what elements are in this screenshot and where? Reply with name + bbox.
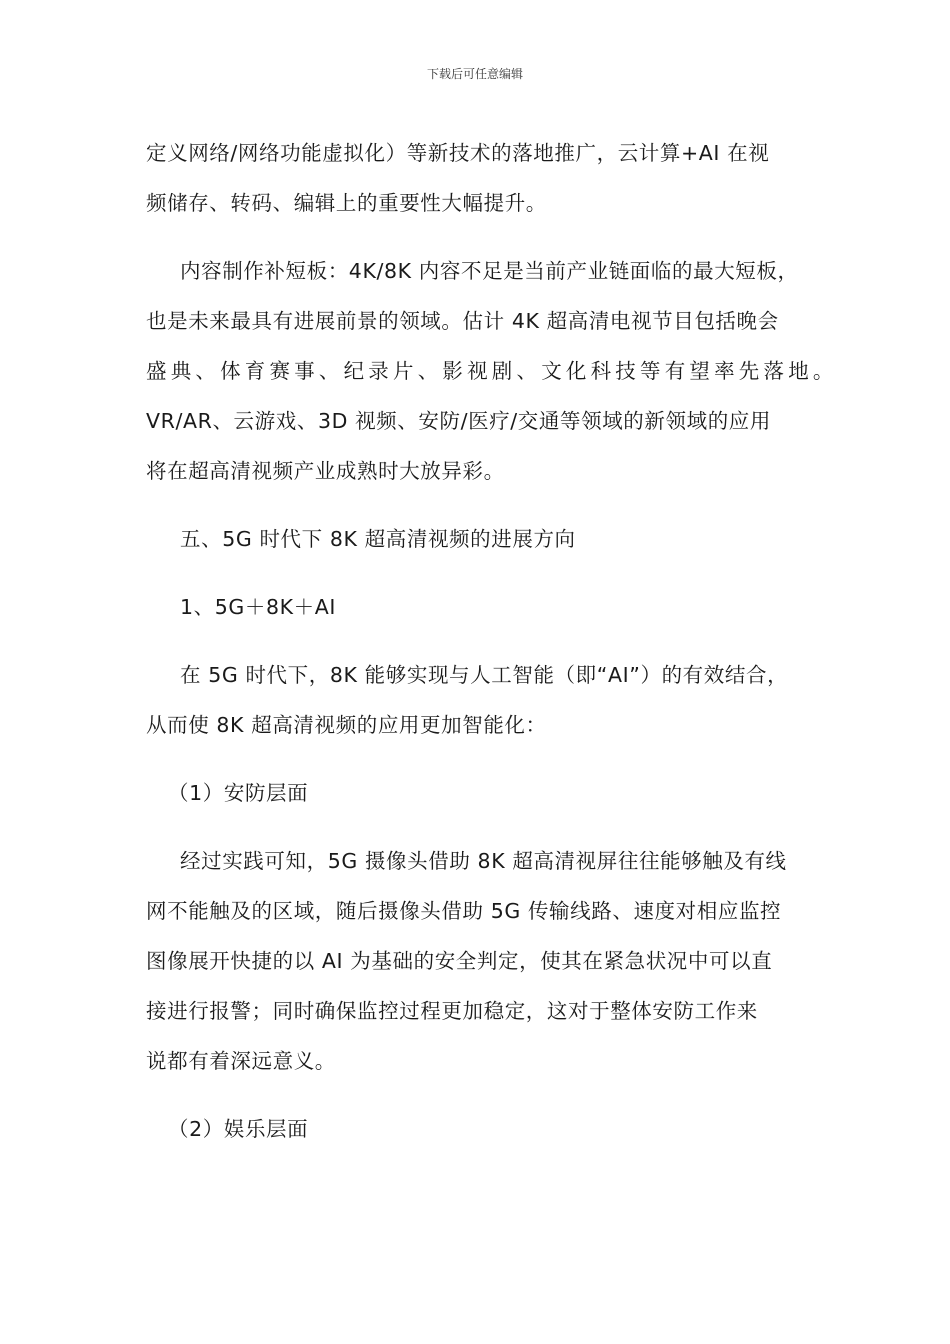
paragraph-1: [146, 128, 816, 228]
text-line: （2）娱乐层面: [168, 1117, 309, 1141]
text-line: 从而使 8K 超高清视频的应用更加智能化：: [146, 713, 547, 737]
item-heading-entertainment: [146, 1104, 816, 1154]
section-heading: [146, 514, 816, 564]
paragraph-4: [146, 836, 816, 1086]
text-line: 说都有着深远意义。: [146, 1049, 336, 1073]
text-line: 在 5G 时代下，8K 能够实现与人工智能（即“AI”）的有效结合，: [180, 663, 789, 687]
text-line: 定义网络/网络功能虚拟化）等新技术的落地推广，云计算+AI 在视: [146, 141, 770, 165]
page-header: 下载后可任意编辑: [426, 67, 523, 81]
item-heading-security: [146, 768, 816, 818]
paragraph-2: [146, 246, 838, 496]
text-line: 图像展开快捷的以 AI 为基础的安全判定，使其在紧急状况中可以直: [146, 949, 773, 973]
text-line: 频储存、转码、编辑上的重要性大幅提升。: [146, 191, 547, 215]
document-body: [146, 128, 838, 1154]
text-line: （1）安防层面: [168, 781, 309, 805]
text-line: 网不能触及的区域，随后摄像头借助 5G 传输线路、速度对相应监控: [146, 899, 782, 923]
text-line: VR/AR、云游戏、3D 视频、安防/医疗/交通等领域的新领域的应用: [146, 409, 771, 433]
text-line: 内容制作补短板：4K/8K 内容不足是当前产业链面临的最大短板，: [180, 259, 799, 283]
text-line: 也是未来最具有进展前景的领域。估计 4K 超高清电视节目包括晚会: [146, 309, 779, 333]
text-line: 盛典、体育赛事、纪录片、影视剧、文化科技等有望率先落地。: [146, 359, 838, 383]
paragraph-3: [146, 650, 816, 750]
text-line: 1、5G＋8K＋AI: [180, 595, 337, 619]
text-line: 接进行报警；同时确保监控过程更加稳定，这对于整体安防工作来: [146, 999, 758, 1023]
text-line: 经过实践可知，5G 摄像头借助 8K 超高清视屏往往能够触及有线: [180, 849, 787, 873]
subsection-heading: [146, 582, 816, 632]
text-line: 将在超高清视频产业成熟时大放异彩。: [146, 459, 505, 483]
text-line: 五、5G 时代下 8K 超高清视频的进展方向: [180, 527, 576, 551]
